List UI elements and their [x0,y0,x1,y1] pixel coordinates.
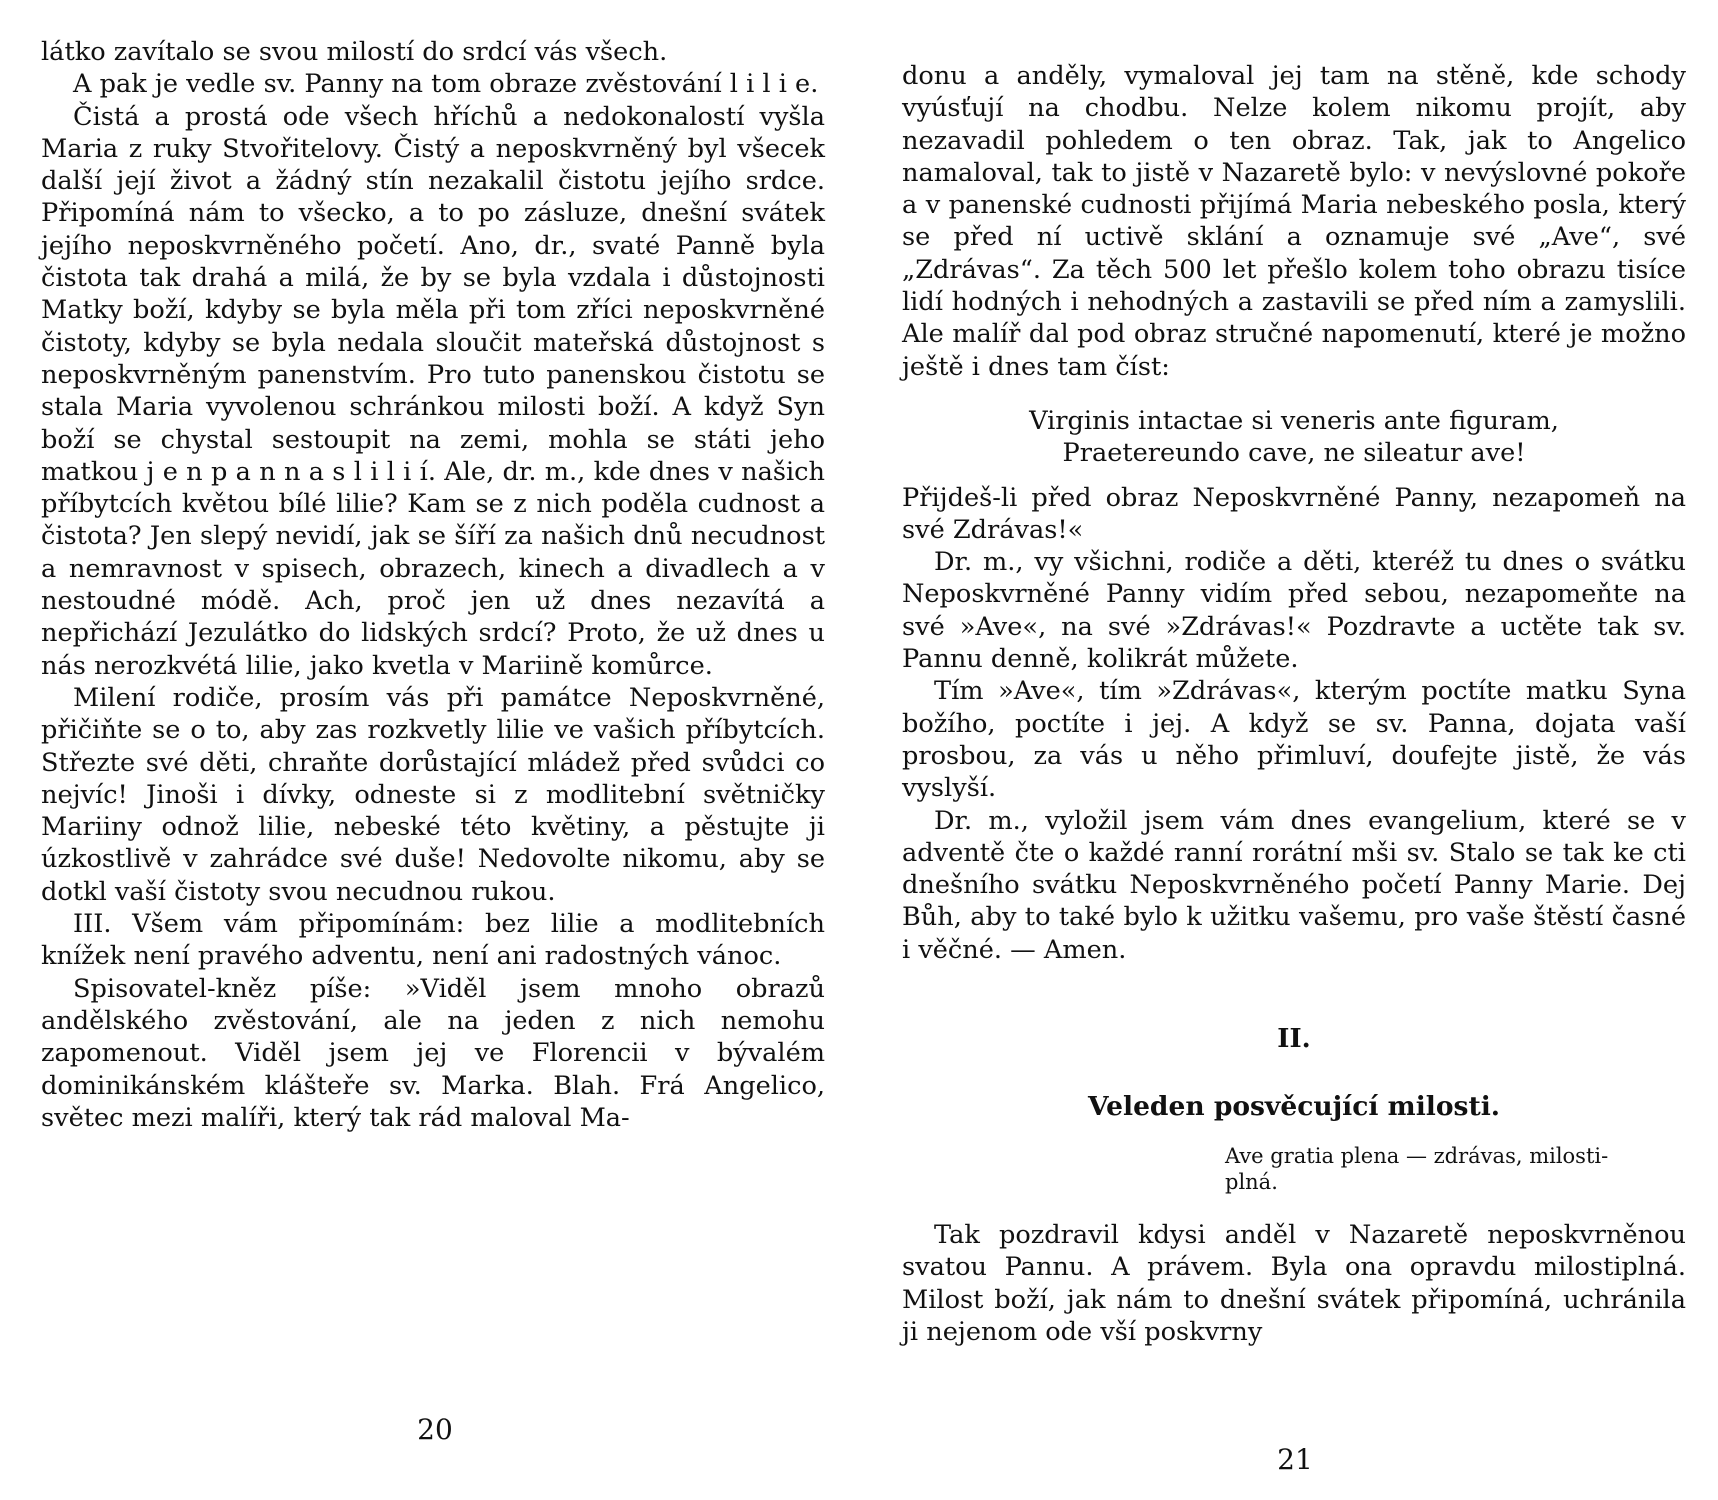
paragraph: Milení rodiče, prosím vás při památce Neposkvrněné, přičiňte se o to, aby zas rozkvetly lilie ve vašich příbytcích. Střezte své děti, chraňte dorůstající mládež před svůdci co nejvíc! Jinoši i dívky, odneste si z modlitební světničky Mariiny odnož lilie, nebeské této květiny, a pěstujte ji úzkostlivě v zahrádce své duše! Nedovolte nikomu, aby se dotkl vaší čistoty svou necudnou rukou. [41,682,825,907]
section-title: Veleden posvěcující milosti. [1088,1091,1500,1123]
paragraph: látko zavítalo se svou milostí do srdcí vás všech. [41,37,668,67]
paragraph: A pak je vedle sv. Panny na tom obraze zvěstování l i l i e. [73,69,819,100]
paragraph: Spisovatel-kněz píše: »Viděl jsem mnoho obrazů andělského zvěstování, ale na jeden z nich nemohu zapomenout. Viděl jsem jej ve Florencii v bývalém dominikánském klášteře sv. Marka. Blah. Frá Angelico, světec mezi malíři, který tak rád maloval Ma- [41,973,825,1133]
motto-line: Ave gratia plena — zdrávas, milosti- [1225,1144,1609,1169]
paragraph: Čistá a prostá ode všech hříchů a nedokonalostí vyšla Maria z ruky Stvořitelovy. Čistý a neposkvrněný byl všecek další její život a žádný stín nezakalil čistotu jejího srdce. Připomíná nám to všecko, a to po zásluze, dnešní svátek jejího neposkvrněného početí. Ano, dr., svaté Panně byla čistota tak drahá a milá, že by se byla vzdala i důstojnosti Matky boží, kdyby se byla měla při tom zříci neposkvrněné čistoty, kdyby se byla nedala sloučit mateřská důstojnost s neposkvrněným panenstvím. Pro tuto panenskou čistotu se stala Maria vyvolenou schránkou milosti boží. A když Syn boží se chystal sestoupit na zemi, mohla se státi jeho matkou j e n p a n n a s l i l i í. Ale, dr. m., kde dnes v našich příbytcích květou bílé lilie? Kam se z nich poděla cudnost a čistota? Jen slepý nevidí, jak se šíří za našich dnů necudnost a nemravnost v spisech, obrazech, kinech a divadlech a v nestoudné módě. Ach, proč jen už dnes nezavítá a nepřichází Jezulátko do lidských srdcí? Proto, že už dnes u nás nerozkvétá lilie, jako kvetla v Mariině komůrce. [41,101,825,681]
motto-line: plná. [1225,1170,1278,1195]
paragraph: Tím »Ave«, tím »Zdrávas«, kterým poctíte matku Syna božího, poctíte i jej. A když se sv. Panna, dojata vaší prosbou, za vás u něho přimluví, doufejte jistě, že vás vyslyší. [902,676,1686,804]
section-number: II. [1277,1024,1311,1055]
paragraph: Tak pozdravil kdysi anděl v Nazaretě neposkvrněnou svatou Pannu. A právem. Byla ona opravdu milostiplná. Milost boží, jak nám to dnešní svátek připomíná, uchránila ji nejenom ode vší poskvrny [902,1220,1686,1347]
left-text-column [41,36,825,1134]
verse-line: Praetereundo cave, ne sileatur ave! [1062,438,1526,469]
paragraph: Dr. m., vy všichni, rodiče a děti, kteréž tu dnes o svátku Neposkvrněné Panny vidím před sebou, nezapomeňte na své »Ave«, na své »Zdrávas!« Pozdravte a uctěte tak sv. Pannu denně, kolikrát můžete. [902,547,1686,675]
paragraph: III. Všem vám připomínám: bez lilie a modlitebních knížek není pravého adventu, není ani radostných vánoc. [41,909,825,972]
paragraph: Dr. m., vyložil jsem vám dnes evangelium, které se v adventě čte o každé ranní rorátní mši sv. Stalo se tak ke cti dnešního svátku Neposkvrněného početí Panny Marie. Dej Bůh, aby to také bylo k užitku vašemu, pro vaše štěstí časné i věčné. — Amen. [902,805,1686,965]
right-page [859,0,1718,1500]
motto [1225,1143,1686,1195]
page-number: 20 [417,1413,453,1446]
paragraph: donu a anděly, vymaloval jej tam na stěně, kde schody vyúsťují na chodbu. Nelze kolem nikomu projít, aby nezavadil pohledem o ten obraz. Tak, jak to Angelico namaloval, tak to jistě v Nazaretě bylo: v nevýslovné pokoře a v panenské cudnosti přijímá Maria nebeského posla, který se před ní uctivě sklání a oznamuje své „Ave“, své „Zdrávas“. Za těch 500 let přešlo kolem toho obrazu tisíce lidí hodných i nehodných a zastavili se před ním a zamyslili. Ale malíř dal pod obraz stručné napomenutí, které je možno ještě i dnes tam číst: [902,61,1686,382]
verse-line: Virginis intactae si veneris ante figuram, [1029,405,1559,436]
right-text-column [902,60,1686,1348]
latin-inscription [902,405,1686,470]
page-number: 21 [1277,1443,1313,1476]
paragraph: Přijdeš-li před obraz Neposkvrněné Panny, nezapomeň na své Zdrávas!« [902,482,1686,545]
